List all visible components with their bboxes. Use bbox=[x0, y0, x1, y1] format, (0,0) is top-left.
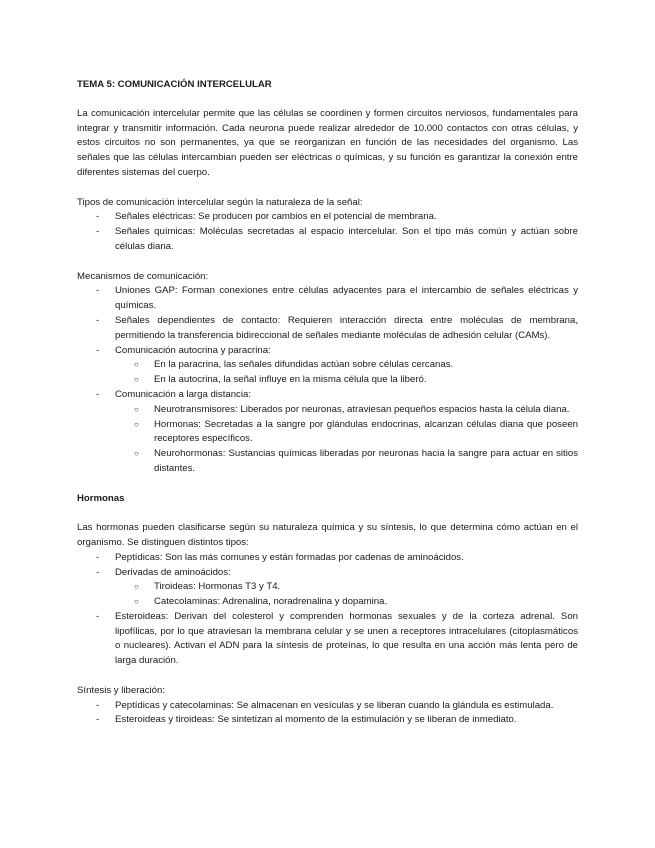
circle-bullet-icon: ○ bbox=[134, 404, 139, 414]
dash-bullet-icon: - bbox=[96, 285, 100, 297]
dash-bullet-icon: - bbox=[96, 388, 100, 400]
dash-bullet-icon: - bbox=[96, 566, 100, 578]
circle-bullet-icon: ○ bbox=[134, 597, 139, 607]
list-item: - Señales dependientes de contacto: Requieren interacción directa entre moléculas de membrana, permitiendo la transferencia bidireccional de señales mediante moléculas de adhesión celular (CAMs). bbox=[96, 314, 578, 341]
list-item: - Peptídicas y catecolaminas: Se almacenan en vesículas y se liberan cuando la glándula es estimulada. bbox=[77, 699, 578, 714]
autocrina-sublist bbox=[115, 358, 578, 388]
list-item: - Esteroideas y tiroideas: Se sintetizan al momento de la estimulación y se liberan de inmediato. bbox=[77, 713, 578, 728]
document-title: TEMA 5: COMUNICACIÓN INTERCELULAR bbox=[77, 79, 272, 90]
circle-bullet-icon: ○ bbox=[134, 449, 139, 459]
hormonas-list bbox=[77, 551, 578, 669]
sub-list-item: ○ Catecolaminas: Adrenalina, noradrenalina y dopamina. bbox=[115, 595, 578, 610]
list-item: - Esteroideas: Derivan del colesterol y comprenden hormonas sexuales y de la corteza adrenal. Son lipofílicas, por lo que atraviesan la membrana celular y se unen a receptores intracelulares (citoplasmáticos o nucleares). Activan el ADN para la síntesis de proteínas, lo que resulta en una acción más lenta pero de larga duración. bbox=[96, 610, 578, 667]
hormonas-intro: Las hormonas pueden clasificarse según su naturaleza química y su síntesis, lo que determina cómo actúan en el organismo. Se distinguen distintos tipos: bbox=[77, 522, 578, 548]
sub-list-item: ○ Hormonas: Secretadas a la sangre por glándulas endocrinas, alcanzan células diana que poseen receptores específicos. bbox=[134, 418, 578, 445]
tipos-heading: Tipos de comunicación intercelular según la naturaleza de la señal: bbox=[77, 196, 363, 208]
sintesis-heading: Síntesis y liberación: bbox=[77, 684, 165, 696]
dash-bullet-icon: - bbox=[96, 699, 100, 711]
mecanismos-list bbox=[77, 284, 578, 476]
list-item: - Uniones GAP: Forman conexiones entre células adyacentes para el intercambio de señales eléctricas y químicas. bbox=[96, 285, 578, 312]
list-item: - Comunicación a larga distancia: ○ Neurotransmisores: Liberados por neuronas, atraviesan pequeños espacios hasta la célula diana. ○ Hormonas: Secretadas a la sangre por glándulas endocrinas, alcanzan células diana que poseen receptores específicos. ○ Neurohormonas: Sustancias químicas liberadas por neuronas hacia la sangre para actuar en sitios distantes. bbox=[77, 388, 578, 477]
list-item: - Derivadas de aminoácidos: ○ Tiroideas: Hormonas T3 y T4. ○ Catecolaminas: Adrenalina, noradrenalina y dopamina. bbox=[77, 566, 578, 610]
list-item: - Peptídicas: Son las más comunes y están formadas por cadenas de aminoácidos. bbox=[77, 551, 578, 566]
dash-bullet-icon: - bbox=[96, 344, 100, 356]
tipos-list bbox=[77, 210, 578, 254]
intro-paragraph: La comunicación intercelular permite que las células se coordinen y formen circuitos nerviosos, fundamentales para integrar y transmitir información. Cada neurona puede realizar alrededor de 10.000 contactos con otras células, y estos circuitos no son permanentes, ya que se reorganizan en función de las necesidades del organismo. Las señales que las células intercambian pueden ser eléctricas o químicas, y su función es garantizar la conexión entre diferentes sistemas del cuerpo. bbox=[77, 107, 578, 178]
derivadas-sublist bbox=[115, 580, 578, 610]
list-item: - Señales eléctricas: Se producen por cambios en el potencial de membrana. bbox=[77, 210, 578, 225]
dash-bullet-icon: - bbox=[96, 551, 100, 563]
dash-bullet-icon: - bbox=[96, 714, 100, 726]
hormonas-heading: Hormonas bbox=[77, 492, 125, 504]
dash-bullet-icon: - bbox=[96, 314, 100, 326]
list-item: - Comunicación autocrina y paracrina: ○ En la paracrina, las señales difundidas actúan sobre células cercanas. ○ En la autocrina, la señal influye en la misma célula que la liberó. bbox=[77, 344, 578, 388]
circle-bullet-icon: ○ bbox=[134, 375, 139, 385]
circle-bullet-icon: ○ bbox=[134, 360, 139, 370]
sub-list-item: ○ Neurohormonas: Sustancias químicas liberadas por neuronas hacia la sangre para actuar en sitios distantes. bbox=[134, 448, 578, 474]
sub-list-item: ○ En la autocrina, la señal influye en la misma célula que la liberó. bbox=[115, 373, 578, 388]
sub-list-item: ○ Neurotransmisores: Liberados por neuronas, atraviesan pequeños espacios hasta la célula diana. bbox=[115, 403, 578, 418]
circle-bullet-icon: ○ bbox=[134, 582, 139, 592]
dash-bullet-icon: - bbox=[96, 211, 100, 223]
dash-bullet-icon: - bbox=[96, 226, 100, 238]
dash-bullet-icon: - bbox=[96, 610, 100, 622]
sub-list-item: ○ En la paracrina, las señales difundidas actúan sobre células cercanas. bbox=[115, 358, 578, 373]
document-page bbox=[77, 78, 578, 728]
circle-bullet-icon: ○ bbox=[134, 419, 139, 429]
list-item: - Señales químicas: Moléculas secretadas al espacio intercelular. Son el tipo más común y actúan sobre células diana. bbox=[96, 226, 578, 252]
mecanismos-heading: Mecanismos de comunicación: bbox=[77, 270, 209, 282]
sintesis-list bbox=[77, 699, 578, 729]
larga-distancia-sublist bbox=[115, 403, 578, 477]
sub-list-item: ○ Tiroideas: Hormonas T3 y T4. bbox=[115, 580, 578, 595]
